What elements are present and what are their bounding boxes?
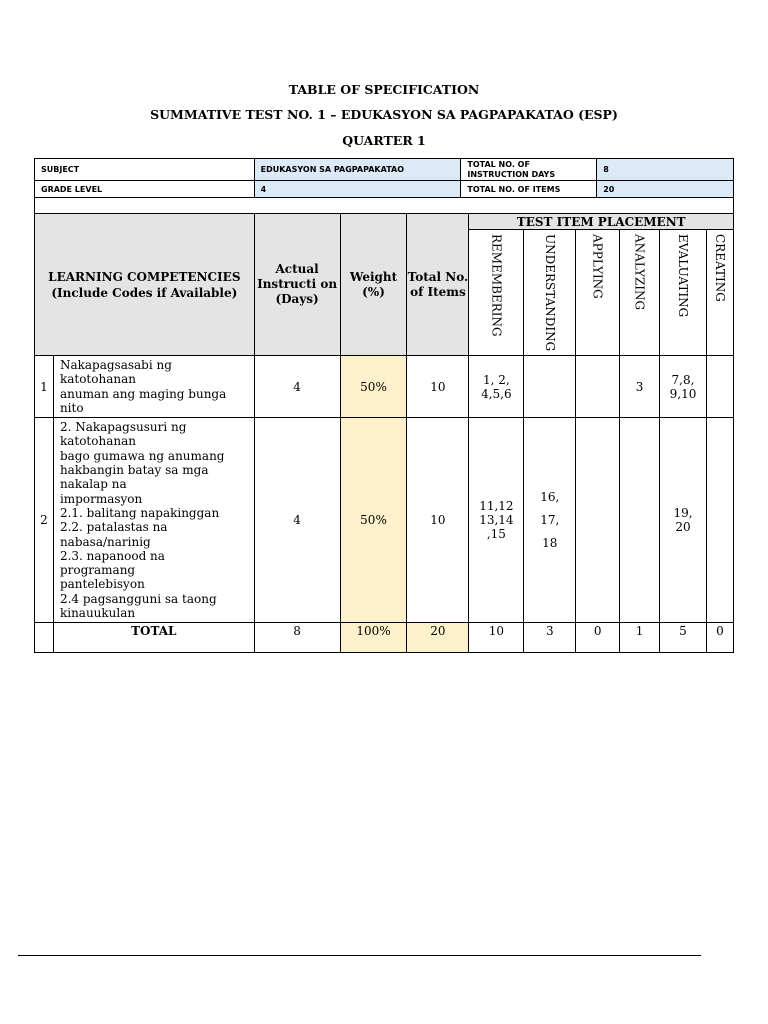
weight-cell: 50% [340, 356, 407, 418]
understanding-cell [524, 356, 576, 418]
total-items-label: TOTAL NO. OF ITEMS [461, 181, 597, 198]
total-remembering: 10 [469, 623, 524, 653]
evaluating-cell: 19, 20 [660, 418, 707, 623]
subject-label: SUBJECT [35, 159, 255, 181]
weight-header: Weight (%) [340, 214, 407, 356]
creating-cell [706, 356, 733, 418]
page-title: TABLE OF SPECIFICATION [288, 82, 480, 97]
applying-header: APPLYING [576, 230, 620, 356]
applying-cell [576, 418, 620, 623]
actual-days-header: Actual Instructi on (Days) [254, 214, 340, 356]
test-item-placement-header: TEST ITEM PLACEMENT [469, 214, 734, 230]
understanding-cell: 16, 17, 18 [524, 418, 576, 623]
days-cell: 4 [254, 356, 340, 418]
quarter-label: QUARTER 1 [342, 133, 426, 148]
weight-cell: 50% [340, 418, 407, 623]
items-cell: 10 [407, 418, 469, 623]
applying-cell [576, 356, 620, 418]
total-items: 20 [407, 623, 469, 653]
total-label: TOTAL [53, 623, 254, 653]
days-cell: 4 [254, 418, 340, 623]
instruction-days-value: 8 [597, 159, 734, 181]
analyzing-cell: 3 [620, 356, 660, 418]
spacer-row [35, 198, 734, 214]
creating-header: CREATING [706, 230, 733, 356]
items-cell: 10 [407, 356, 469, 418]
evaluating-cell: 7,8, 9,10 [660, 356, 707, 418]
total-days: 8 [254, 623, 340, 653]
total-weight: 100% [340, 623, 407, 653]
evaluating-header: EVALUATING [660, 230, 707, 356]
analyzing-header: ANALYZING [620, 230, 660, 356]
total-analyzing: 1 [620, 623, 660, 653]
creating-cell [706, 418, 733, 623]
info-table [34, 158, 734, 198]
total-evaluating: 5 [660, 623, 707, 653]
total-row [35, 623, 734, 653]
competency-text: 2. Nakapagsusuri ng katotohanan bago gumawa ng anumang hakbangin batay sa mga nakalap na impormasyon 2.1. balitang napakinggan 2.2. patalastas na nabasa/narinig 2.3. napanood na programang pantelebisyon 2.4 pagsangguni sa taong kinauukulan [53, 418, 254, 623]
competencies-header: LEARNING COMPETENCIES (Include Codes if Available) [35, 214, 255, 356]
total-items-value: 20 [597, 181, 734, 198]
total-items-header: Total No. of Items [407, 214, 469, 356]
competency-row [35, 418, 734, 623]
analyzing-cell [620, 418, 660, 623]
row-number: 1 [35, 356, 54, 418]
subject-value: EDUKASYON SA PAGPAPAKATAO [254, 159, 461, 181]
total-row-number [35, 623, 54, 653]
competency-text: Nakapagsasabi ng katotohanan anuman ang maging bunga nito [53, 356, 254, 418]
row-number: 2 [35, 418, 54, 623]
test-subtitle: SUMMATIVE TEST NO. 1 – EDUKASYON SA PAGPAPAKATAO (ESP) [150, 107, 618, 122]
total-creating: 0 [706, 623, 733, 653]
competency-row [35, 356, 734, 418]
footer-divider [18, 955, 701, 956]
total-applying: 0 [576, 623, 620, 653]
understanding-header: UNDERSTANDING [524, 230, 576, 356]
remembering-cell: 1, 2, 4,5,6 [469, 356, 524, 418]
remembering-header: REMEMBERING [469, 230, 524, 356]
specification-table [34, 197, 734, 653]
instruction-days-label: TOTAL NO. OF INSTRUCTION DAYS [461, 159, 597, 181]
total-understanding: 3 [524, 623, 576, 653]
grade-level-label: GRADE LEVEL [35, 181, 255, 198]
remembering-cell: 11,12 13,14 ,15 [469, 418, 524, 623]
grade-level-value: 4 [254, 181, 461, 198]
